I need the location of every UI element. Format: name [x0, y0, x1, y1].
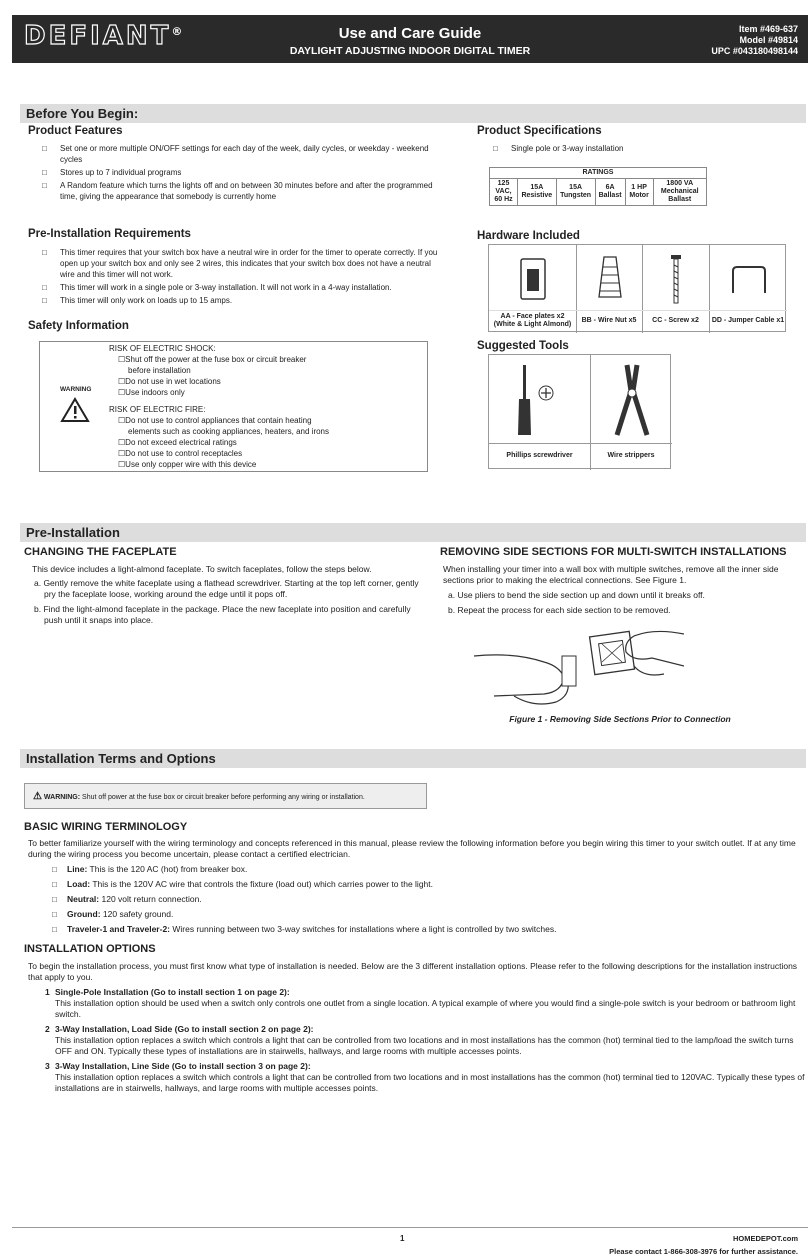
faceplate-intro: This device includes a light-almond faceplate. To switch faceplates, follow the steps below.: [32, 564, 372, 574]
list-item: □ Traveler-1 and Traveler-2: Wires running between two 3-way switches for installations where a light is controlled by two switches.: [12, 922, 792, 937]
shock-section: [109, 343, 419, 470]
faceplate-title: CHANGING THE FACEPLATE: [24, 546, 177, 558]
options-list: [0, 987, 806, 1094]
basic-wiring-title: BASIC WIRING TERMINOLOGY: [24, 821, 188, 833]
spec-list: [481, 143, 781, 154]
jumper-cable-icon: [729, 265, 769, 295]
safety-box: [39, 341, 428, 472]
list-item: □ Single pole or 3-way installation: [481, 143, 781, 154]
list-item: □ Line: This is the 120 AC (hot) from breaker box.: [12, 862, 792, 877]
warning-triangle-icon: ⚠: [33, 791, 42, 802]
rating-cell: 1800 VA Mechanical Ballast: [653, 179, 706, 206]
brand-logo: DEFIANT®: [24, 21, 186, 51]
warning-label: WARNING: [60, 386, 92, 393]
list-item: 3 3-Way Installation, Line Side (Go to install section 3 on page 2): This installation option replaces a switch which controls a light that can be controlled from two locations and in most installations has the common (hot) terminal tied to 120VAC. Typically these types of installations are in stairwells, hallways, and large rooms with multiple accesses points.: [45, 1061, 805, 1093]
spec-title: Product Specifications: [477, 125, 602, 137]
screwdriver-icon: [509, 361, 569, 439]
safety-item: before installation: [128, 366, 191, 375]
side-sections-intro: When installing your timer into a wall box with multiple switches, remove all the inner side sections prior to making the electrical connections. See Figure 1.: [443, 564, 779, 585]
step-item: b. Repeat the process for each side section to be removed.: [448, 605, 671, 615]
preinst-list: [30, 247, 445, 306]
tool-caption: Phillips screwdriver: [506, 452, 573, 459]
basic-wiring-intro: To better familiarize yourself with the wiring terminology and concepts referenced in this manual, please review the following information before you begin wiring this timer to your switch outlet. If at any time during the wiring process you become uncertain, please contact a certified electrician.: [28, 838, 796, 859]
features-list: [30, 143, 445, 202]
rating-cell: 1 HP Motor: [625, 179, 653, 206]
rating-cell: 15A Resistive: [518, 179, 557, 206]
wire-strippers-icon: [607, 361, 657, 439]
terms-list: [12, 862, 792, 937]
hardware-table: [488, 244, 786, 332]
rating-cell: 15A Tungsten: [556, 179, 595, 206]
preinst-title: Pre-Installation Requirements: [28, 228, 191, 240]
warning-text: Shut off power at the fuse box or circuit breaker before performing any wiring or installation.: [82, 794, 365, 801]
site-link[interactable]: HOMEDEPOT.com: [732, 1234, 798, 1243]
safety-item: elements such as cooking appliances, heaters, and irons: [128, 427, 330, 436]
safety-item: ☐ Do not exceed electrical ratings: [109, 437, 419, 448]
list-item: □ This timer requires that your switch box have a neutral wire in order for the timer to operate correctly. If you open up your switch box and only see 2 wires, this indicates that your switch box does not have a neutral wire and this timer will not work.: [30, 247, 445, 280]
upc-number: UPC #043180498144: [711, 46, 798, 56]
tools-table: [488, 354, 671, 469]
fire-title: RISK OF ELECTRIC FIRE:: [109, 405, 206, 414]
faceplate-steps: [24, 578, 424, 626]
shock-title: RISK OF ELECTRIC SHOCK:: [109, 344, 216, 353]
ratings-table: [489, 167, 707, 206]
list-item: □ This timer will only work on loads up to 15 amps.: [30, 295, 445, 306]
tool-caption: Wire strippers: [607, 452, 655, 459]
ratings-header: RATINGS: [490, 168, 707, 179]
list-item: □ Neutral: 120 volt return connection.: [12, 892, 792, 907]
page-number: 1: [400, 1234, 405, 1243]
item-number: Item #469-637: [738, 24, 798, 34]
warning-triangle-icon: [60, 397, 90, 423]
list-item: □ Load: This is the 120V AC wire that controls the fixture (load out) which carries power to the light.: [12, 877, 792, 892]
safety-item: ☐ Do not use to control appliances that contain heating: [109, 415, 419, 426]
side-sections-steps: [438, 590, 798, 616]
list-item: 1 Single-Pole Installation (Go to install section 1 on page 2): This installation option should be used when a switch only controls one outlet from a single location. A typical example of where you would find a single-pole switch is your bedroom or bathroom light switch.: [45, 987, 796, 1019]
features-title: Product Features: [28, 125, 123, 137]
model-number: Model #49814: [739, 35, 798, 45]
tools-title: Suggested Tools: [477, 340, 569, 352]
list-item: □ Set one or more multiple ON/OFF settings for each day of the week, daily cycles, or weekday - weekend cycles: [30, 143, 445, 165]
step-item: b. Find the light-almond faceplate in the package. Place the new faceplate into position and carefully push until it snaps into place.: [34, 604, 411, 625]
step-item: a. Use pliers to bend the side section up and down until it breaks off.: [448, 590, 705, 600]
figure-caption: Figure 1 - Removing Side Sections Prior to Connection: [509, 714, 731, 724]
list-item: □ Stores up to 7 individual programs: [30, 167, 445, 178]
footer-divider: [12, 1227, 808, 1228]
screw-icon: [669, 253, 683, 305]
hardware-title: Hardware Included: [477, 230, 580, 242]
section-bar-before: Before You Begin:: [20, 104, 806, 123]
warning-banner: [24, 783, 427, 809]
safety-item: ☐ Do not use in wet locations: [109, 376, 419, 387]
hardware-caption: AA - Face plates x2 (White & Light Almond): [493, 313, 572, 328]
section-bar-terms: Installation Terms and Options: [20, 749, 806, 768]
safety-item: ☐ Use only copper wire with this device: [109, 459, 419, 470]
safety-item: ☐ Do not use to control receptacles: [109, 448, 419, 459]
faceplate-icon: [519, 257, 547, 301]
wire-nut-icon: [595, 253, 625, 301]
list-item: □ Ground: 120 safety ground.: [12, 907, 792, 922]
installation-options-intro: To begin the installation process, you must first know what type of installation is needed. Below are the 3 different installation options. Please refer to the following descriptions for the installation instructions that apply to you.: [28, 961, 798, 982]
contact-line: Please contact 1-866-308-3976 for further assistance.: [609, 1247, 798, 1256]
hardware-caption: CC - Screw x2: [652, 317, 699, 324]
installation-options-title: INSTALLATION OPTIONS: [24, 943, 156, 955]
safety-item: ☐ Use indoors only: [109, 387, 419, 398]
side-sections-title: REMOVING SIDE SECTIONS FOR MULTI-SWITCH INSTALLATIONS: [440, 546, 787, 558]
document-subtitle: DAYLIGHT ADJUSTING INDOOR DIGITAL TIMER: [289, 45, 531, 57]
hardware-caption: DD - Jumper Cable x1: [711, 317, 785, 324]
side-section-removal-illustration: [474, 622, 684, 710]
warning-label: WARNING:: [43, 794, 81, 801]
list-item: □ A Random feature which turns the lights off and on between 30 minutes before and after the programmed time, giving the appearance that somebody is currently home: [30, 180, 445, 202]
header-bar: [12, 15, 808, 63]
rating-cell: 6A Ballast: [595, 179, 625, 206]
safety-item: ☐ Shut off the power at the fuse box or circuit breaker: [109, 354, 419, 365]
safety-title: Safety Information: [28, 320, 129, 332]
rating-cell: 125 VAC, 60 Hz: [490, 179, 518, 206]
step-item: a. Gently remove the white faceplate using a flathead screwdriver. Starting at the top left corner, gently pry the faceplate loose, working around the edge until it pops off.: [34, 578, 419, 599]
section-bar-preinstall: Pre-Installation: [20, 523, 806, 542]
hardware-caption: BB - Wire Nut x5: [581, 317, 637, 324]
list-item: 2 3-Way Installation, Load Side (Go to install section 2 on page 2): This installation option replaces a switch which controls a light that can be controlled from two locations and in most installations has the common (hot) terminal tied to the lamp/load the switch turns OFF and ON. Typically these types of installations are in stairwells, hallways, and large rooms with multiple accesses points.: [45, 1024, 794, 1056]
document-title: Use and Care Guide: [338, 25, 482, 42]
list-item: □ This timer will work in a single pole or 3-way installation. It will not work in a 4-way installation.: [30, 282, 445, 293]
